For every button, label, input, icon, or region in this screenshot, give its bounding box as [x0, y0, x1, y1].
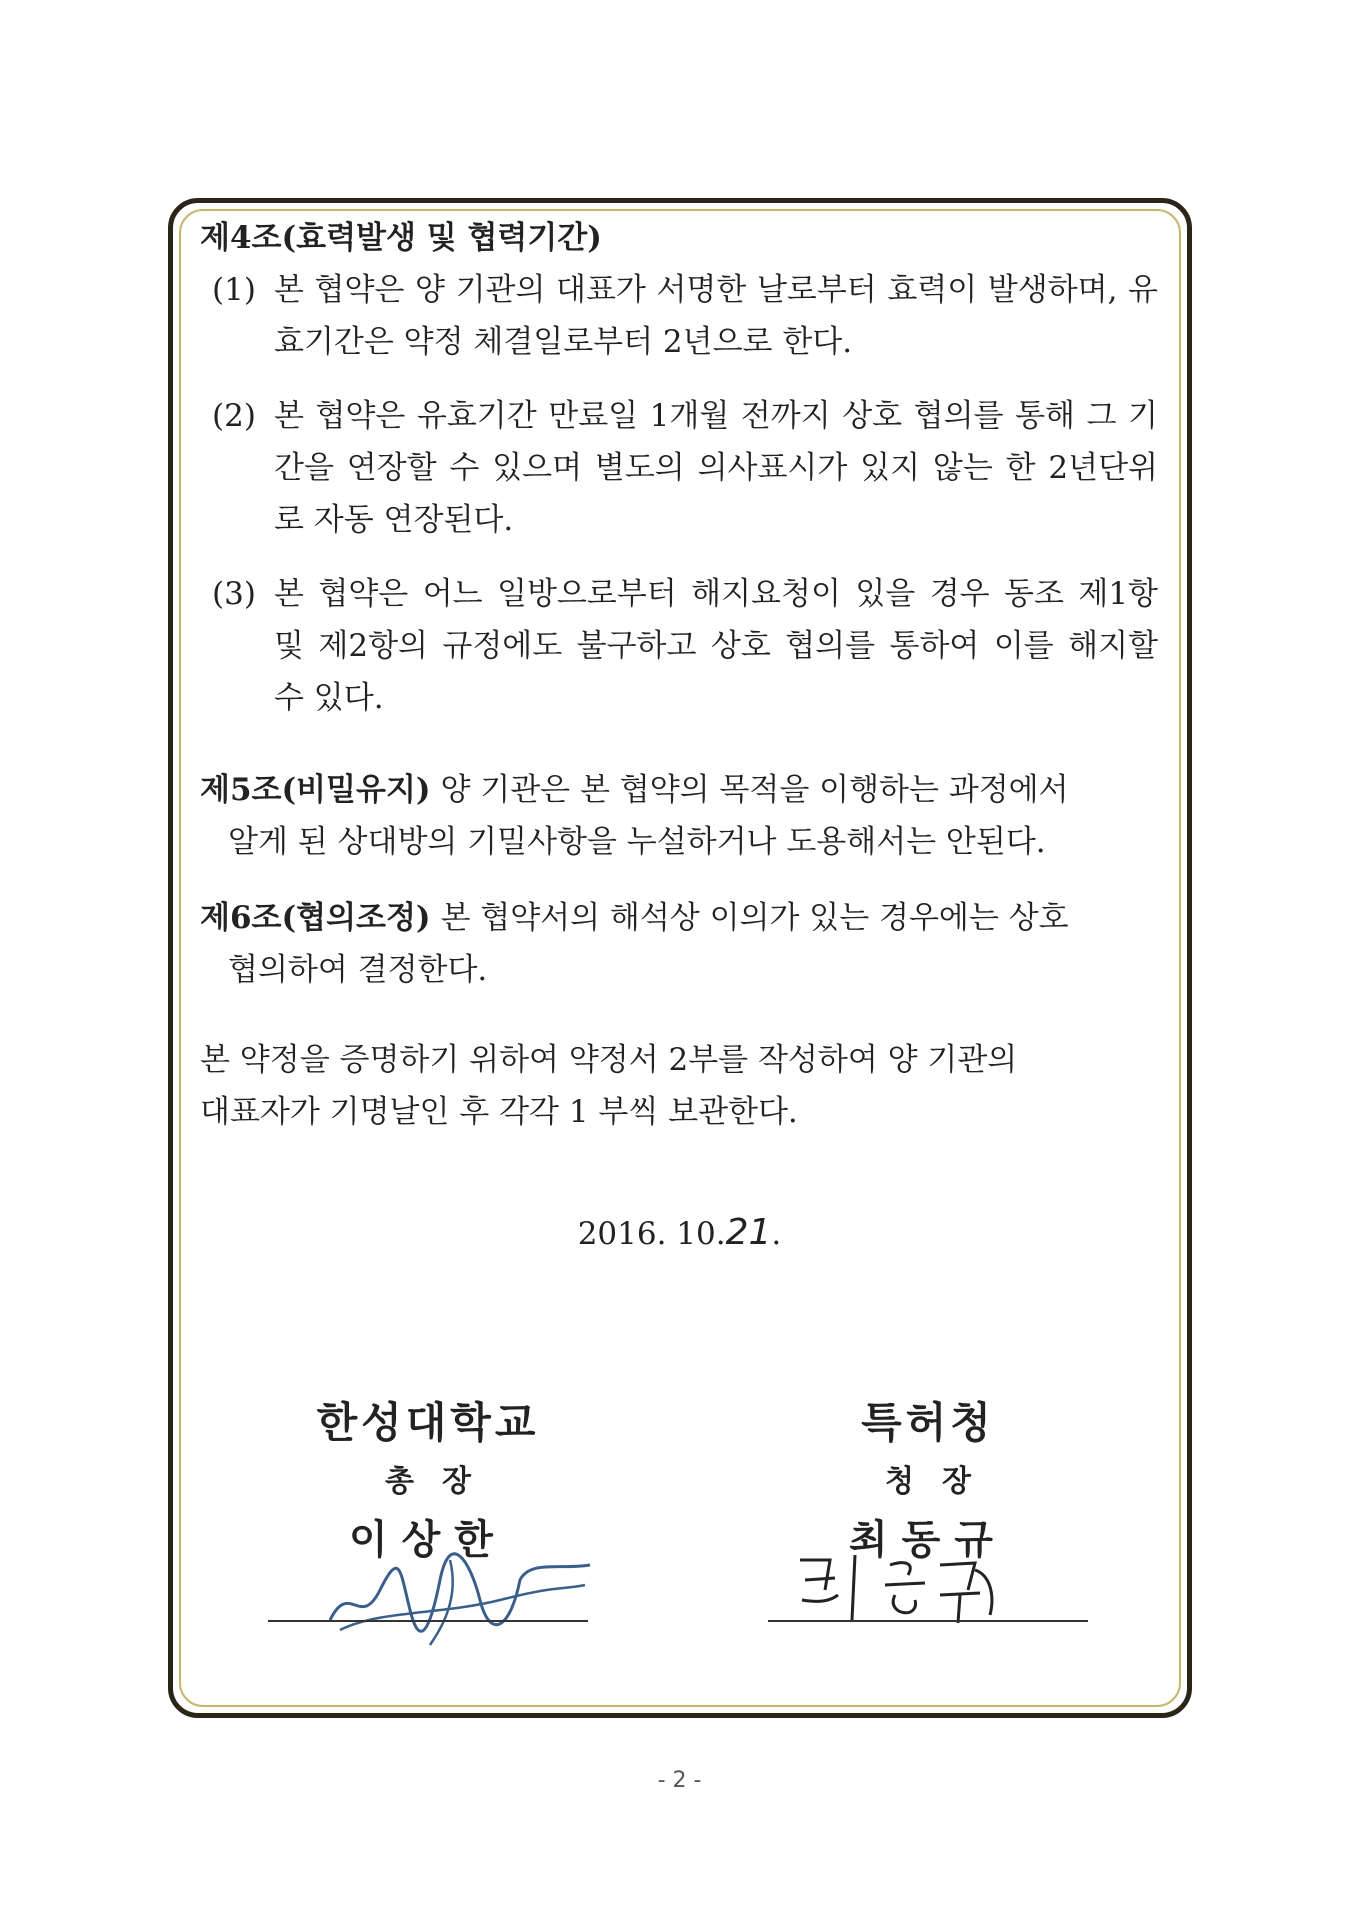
signer-hansung	[268, 1390, 588, 1565]
signer-name: 최동규	[849, 1517, 1007, 1563]
item-number: (1)	[212, 272, 256, 308]
date-suffix: .	[771, 1216, 782, 1252]
signer-name: 이상한	[349, 1517, 507, 1563]
signer-kipo	[768, 1390, 1088, 1565]
document-body	[200, 212, 1158, 1138]
item-text: 본 협약은 유효기간 만료일 1개월 전까지 상호 협의를 통해 그 기간을 연장할 수 있으며 별도의 의사표시가 있지 않는 한 2년단위로 자동 연장된다.	[274, 398, 1158, 538]
article4-item-2	[212, 390, 1158, 546]
article5-title: 제5조(비밀유지)	[200, 772, 431, 808]
page-number: - 2 -	[657, 1768, 702, 1793]
signer-org: 한성대학교	[316, 1398, 540, 1447]
signer-role: 청장	[885, 1464, 999, 1499]
item-number: (3)	[212, 576, 256, 612]
closing-statement	[200, 1034, 1158, 1138]
article5-line2: 알게 된 상대방의 기밀사항을 누설하거나 도용해서는 안된다.	[228, 824, 1046, 860]
article6-title: 제6조(협의조정)	[200, 900, 431, 936]
signing-date	[0, 1212, 1359, 1253]
article5-line1: 양 기관은 본 협약의 목적을 이행하는 과정에서	[440, 772, 1069, 808]
signature-right	[790, 1545, 1020, 1630]
article6-line1: 본 협약서의 해석상 이의가 있는 경우에는 상호	[440, 900, 1069, 936]
item-text: 본 협약은 어느 일방으로부터 해지요청이 있을 경우 동조 제1항 및 제2항의 규정에도 불구하고 상호 협의를 통하여 이를 해지할 수 있다.	[274, 576, 1158, 716]
article6	[200, 892, 1158, 996]
signature-left	[320, 1540, 600, 1650]
item-number: (2)	[212, 398, 256, 434]
signature-line-right	[768, 1620, 1088, 1622]
article4-item-3	[212, 568, 1158, 724]
closing-line1: 본 약정을 증명하기 위하여 약정서 2부를 작성하여 양 기관의	[200, 1042, 1018, 1078]
article5	[200, 764, 1158, 868]
closing-line2: 대표자가 기명날인 후 각각 1 부씩 보관한다.	[200, 1094, 798, 1130]
signature-line-left	[268, 1620, 588, 1622]
article6-line2: 협의하여 결정한다.	[228, 952, 488, 988]
article4-title: 제4조(효력발생 및 협력기간)	[200, 220, 602, 256]
date-handwritten-day: 21	[725, 1212, 772, 1253]
article4-item-1	[212, 264, 1158, 368]
item-text: 본 협약은 양 기관의 대표가 서명한 날로부터 효력이 발생하며, 유효기간은 약정 체결일로부터 2년으로 한다.	[274, 272, 1158, 360]
signer-role: 총장	[385, 1464, 499, 1499]
date-printed: 2016. 10.	[577, 1216, 726, 1252]
signer-org: 특허청	[861, 1398, 995, 1447]
